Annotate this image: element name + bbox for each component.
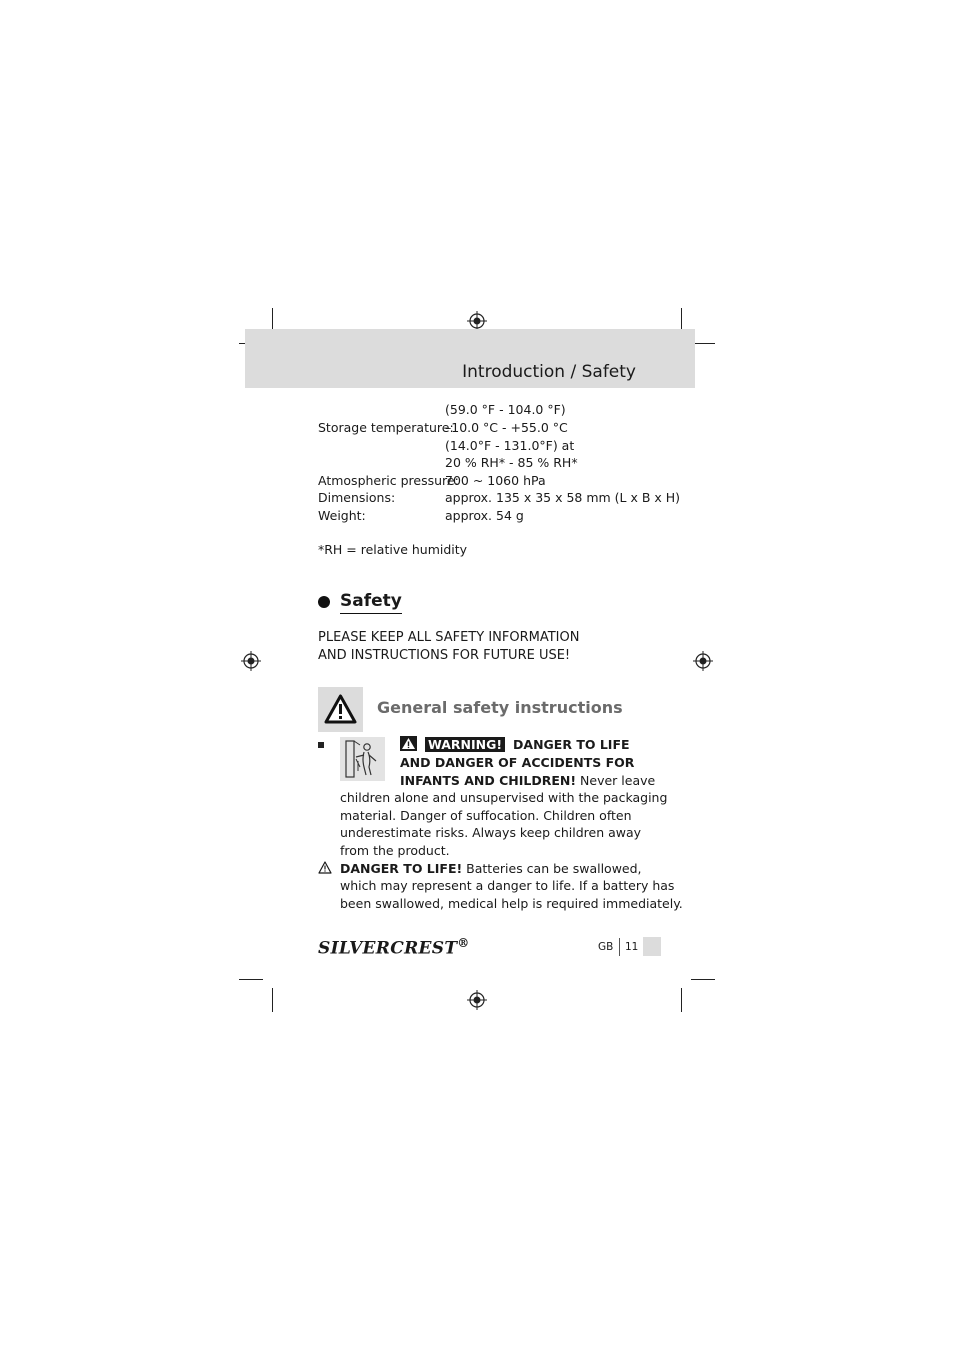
danger-line: which may represent a danger to life. If a battery has (340, 878, 675, 893)
danger-line: been swallowed, medical help is required immediately. (340, 896, 683, 911)
brand-logo (318, 935, 470, 959)
brand-registered-mark: ® (457, 936, 470, 950)
danger-text: Batteries can be swallowed, (462, 861, 642, 876)
spec-value: 20 % RH* - 85 % RH* (445, 455, 578, 470)
warning-badge: WARNING! (425, 737, 505, 752)
warning-line (400, 772, 655, 789)
registration-mark-icon (241, 651, 261, 671)
crop-mark (272, 988, 273, 1012)
crop-mark (239, 979, 263, 980)
section-header-bar (245, 329, 695, 388)
page-number: 11 (625, 941, 639, 953)
warning-line: children alone and unsupervised with the packaging (340, 790, 668, 805)
warning-text: DANGER TO LIFE (513, 737, 630, 752)
footer-separator (619, 938, 620, 956)
warning-triangle-icon (318, 861, 332, 874)
spec-value: approx. 54 g (445, 508, 524, 523)
page-tab (643, 937, 661, 956)
warning-text: Never leave (576, 773, 656, 788)
subsection-title: General safety instructions (377, 698, 623, 717)
keep-instructions-line: AND INSTRUCTIONS FOR FUTURE USE! (318, 648, 571, 663)
spec-value: (14.0°F - 131.0°F) at (445, 438, 575, 453)
spec-value: approx. 135 x 35 x 58 mm (L x B x H) (445, 490, 681, 505)
warning-line: from the product. (340, 843, 450, 858)
warning-line: AND DANGER OF ACCIDENTS FOR (400, 755, 635, 770)
spec-label: Dimensions: (318, 490, 396, 505)
keep-instructions-line: PLEASE KEEP ALL SAFETY INFORMATION (318, 630, 580, 645)
warning-line: material. Danger of suffocation. Children often (340, 808, 632, 823)
bullet-dot-icon (318, 596, 330, 608)
language-code: GB (598, 941, 614, 953)
warning-line: underestimate risks. Always keep children away (340, 825, 642, 840)
section-heading: Safety (340, 591, 402, 614)
spec-value: 700 ~ 1060 hPa (445, 473, 546, 488)
warning-triangle-icon (400, 736, 417, 751)
warning-line (400, 736, 630, 753)
crop-mark (681, 988, 682, 1012)
brand-name: SILVERCREST (318, 938, 458, 959)
spec-label: Weight: (318, 508, 366, 523)
danger-line (340, 860, 642, 877)
registration-mark-icon (693, 651, 713, 671)
warning-triangle-icon (318, 687, 363, 732)
spec-label: Atmospheric pressure: (318, 473, 459, 488)
spec-value: –10.0 °C - +55.0 °C (445, 420, 568, 435)
spec-label: Storage temperature: (318, 420, 454, 435)
registration-mark-icon (467, 990, 487, 1010)
crop-mark (691, 979, 715, 980)
registration-mark-icon (467, 311, 487, 331)
page-title: Introduction / Safety (462, 362, 636, 382)
child-warning-icon (340, 737, 385, 781)
warning-text: INFANTS AND CHILDREN! (400, 773, 577, 788)
footnote: *RH = relative humidity (318, 542, 468, 557)
spec-value: (59.0 °F - 104.0 °F) (445, 402, 566, 417)
square-bullet-icon (318, 742, 324, 748)
danger-text: DANGER TO LIFE! (340, 861, 463, 876)
